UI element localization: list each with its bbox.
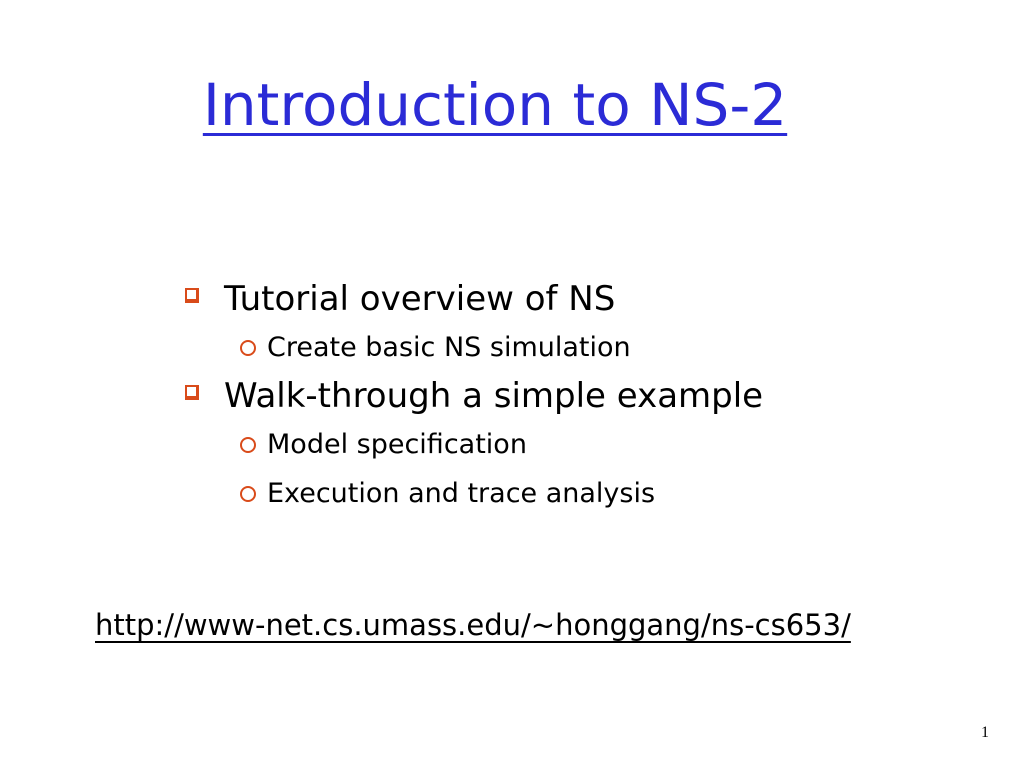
bullet-list — [180, 275, 940, 518]
circle-outline-icon — [240, 340, 256, 356]
bullet-item — [180, 372, 940, 420]
sub-bullet-text: Execution and trace analysis — [267, 478, 656, 509]
sub-bullet-text: Model specification — [267, 429, 527, 460]
circle-outline-icon — [240, 486, 256, 502]
bullet-item — [180, 275, 940, 323]
sub-bullet-text: Create basic NS simulation — [267, 332, 631, 363]
bullet-text: Tutorial overview of NS — [224, 279, 616, 319]
slide-title — [0, 71, 990, 139]
square-outline-icon — [185, 385, 199, 400]
page-number: 1 — [981, 724, 989, 741]
course-url — [95, 608, 935, 643]
bullet-text: Walk-through a simple example — [224, 376, 764, 416]
square-outline-icon — [185, 288, 199, 303]
slide-title-link[interactable]: Introduction to NS-2 — [202, 71, 788, 139]
circle-outline-icon — [240, 437, 256, 453]
sub-bullet-item — [180, 420, 940, 469]
course-url-link[interactable]: http://www-net.cs.umass.edu/~honggang/ns-cs653/ — [95, 608, 851, 642]
sub-bullet-item — [180, 469, 940, 518]
sub-bullet-item — [180, 323, 940, 372]
